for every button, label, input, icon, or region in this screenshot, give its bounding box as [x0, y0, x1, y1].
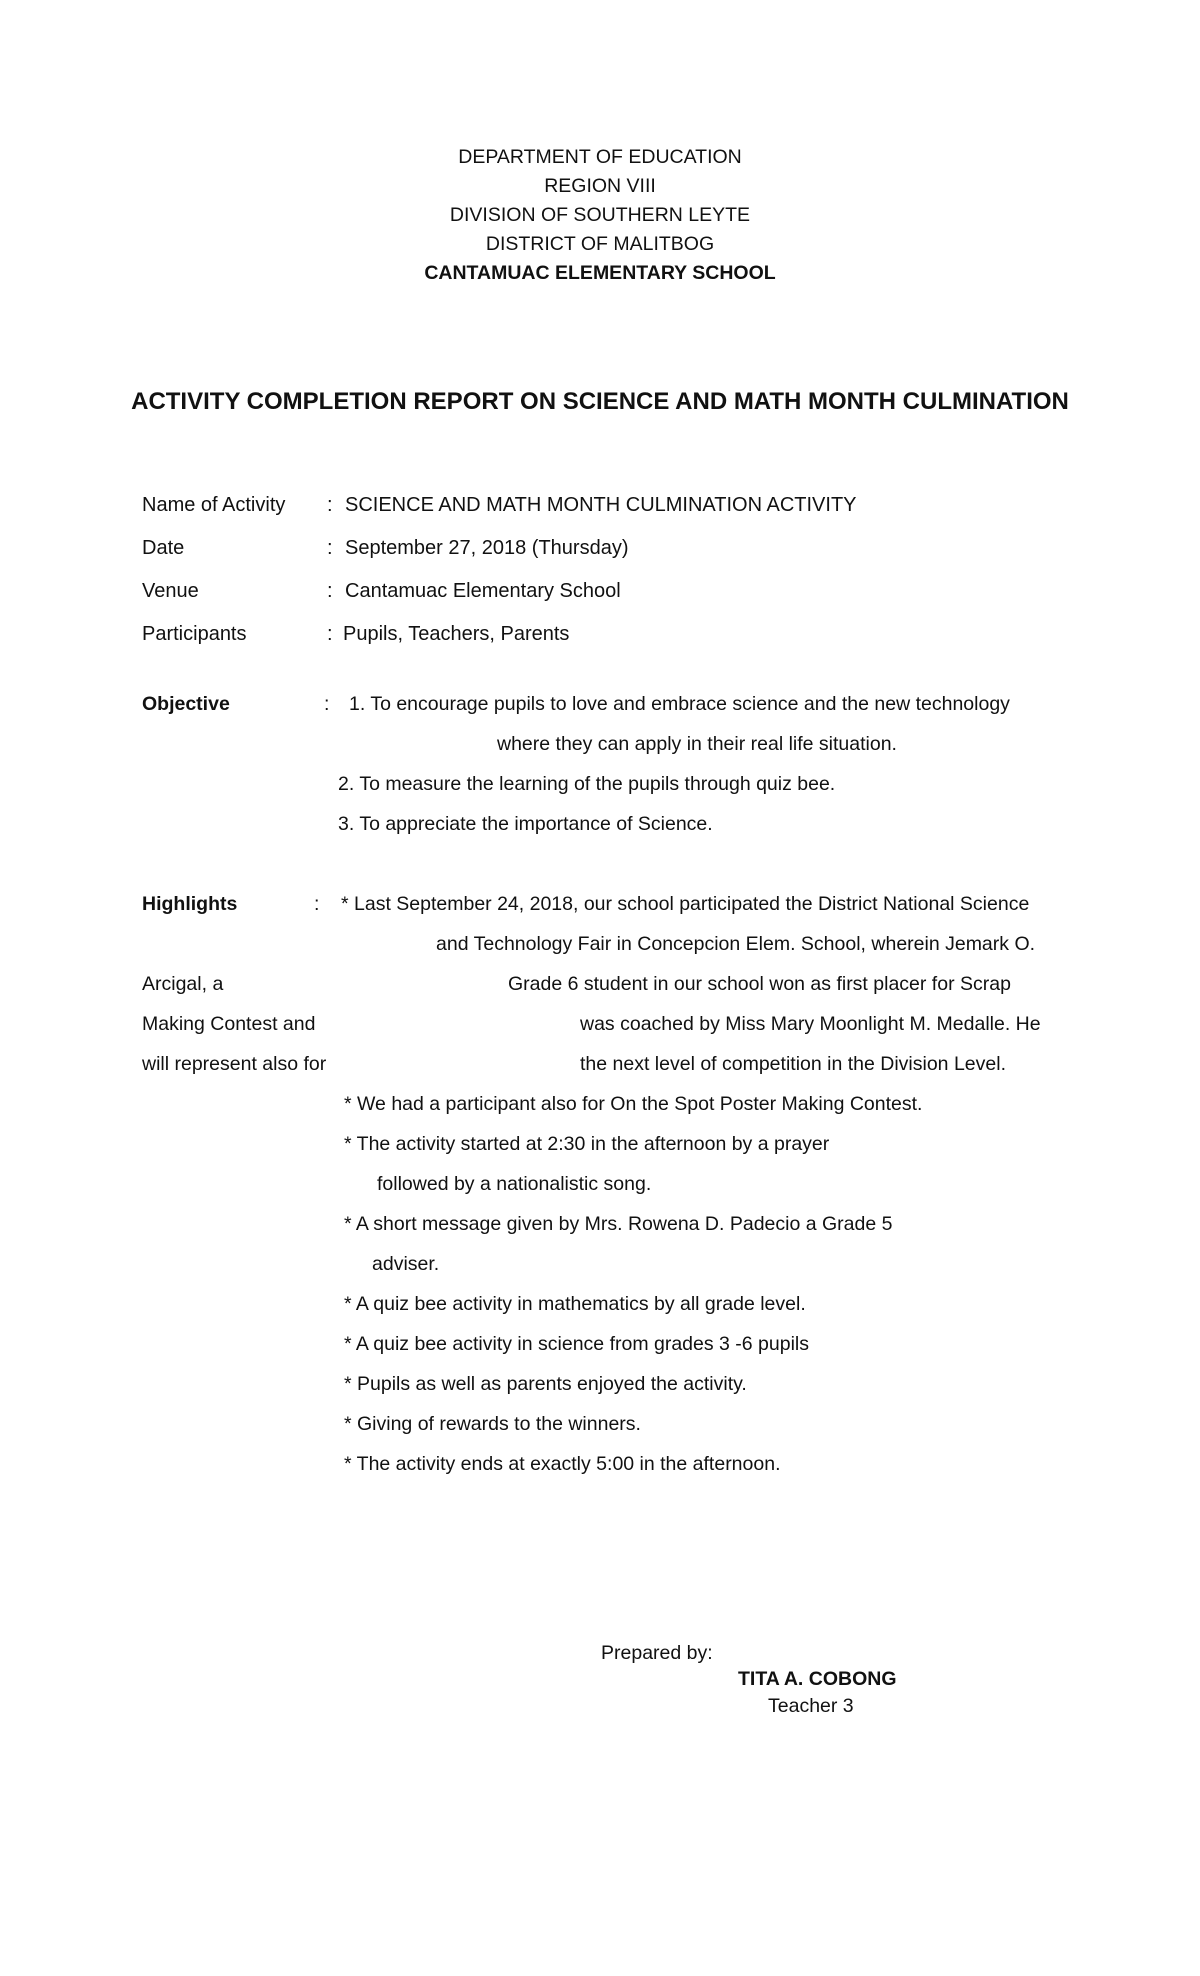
highlight-end: * The activity ends at exactly 5:00 in the afternoon. — [344, 1453, 781, 1475]
highlights-label: Highlights — [142, 893, 238, 915]
detail-label-participants: Participants — [142, 623, 247, 645]
header-division: DIVISION OF SOUTHERN LEYTE — [449, 204, 751, 226]
highlights-colon: : — [314, 893, 320, 915]
highlight-message-line-1: * A short message given by Mrs. Rowena D. Padecio a Grade 5 — [344, 1213, 893, 1235]
detail-value-participants: Pupils, Teachers, Parents — [343, 623, 570, 645]
highlight-first-line-3-left: Arcigal, a — [142, 973, 224, 995]
objective-item-3: 3. To appreciate the importance of Science. — [338, 813, 713, 835]
highlight-poster: * We had a participant also for On the Spot Poster Making Contest. — [344, 1093, 923, 1115]
detail-colon-venue: : — [327, 580, 333, 602]
header-region: REGION VIII — [544, 175, 656, 197]
detail-value-venue: Cantamuac Elementary School — [345, 580, 621, 602]
header-district: DISTRICT OF MALITBOG — [485, 233, 715, 255]
highlight-first-line-5-right: the next level of competition in the Division Level. — [580, 1053, 1006, 1075]
objective-colon: : — [324, 693, 330, 715]
detail-value-activity: SCIENCE AND MATH MONTH CULMINATION ACTIVITY — [345, 494, 857, 516]
prepared-by-label: Prepared by: — [601, 1642, 713, 1664]
highlight-start-line-2: followed by a nationalistic song. — [377, 1173, 652, 1195]
header-department: DEPARTMENT OF EDUCATION — [458, 146, 742, 168]
objective-item-1-line-2: where they can apply in their real life situation. — [497, 733, 897, 755]
highlight-first-line-4-left: Making Contest and — [142, 1013, 316, 1035]
highlight-start-line-1: * The activity started at 2:30 in the afternoon by a prayer — [344, 1133, 830, 1155]
highlight-science-quiz: * A quiz bee activity in science from grades 3 -6 pupils — [344, 1333, 809, 1355]
header-school: CANTAMUAC ELEMENTARY SCHOOL — [424, 262, 776, 284]
highlight-first-line-4-right: was coached by Miss Mary Moonlight M. Medalle. He — [580, 1013, 1041, 1035]
highlight-rewards: * Giving of rewards to the winners. — [344, 1413, 641, 1435]
detail-label-venue: Venue — [142, 580, 199, 602]
detail-label-activity: Name of Activity — [142, 494, 286, 516]
report-title: ACTIVITY COMPLETION REPORT ON SCIENCE AND MATH MONTH CULMINATION — [131, 388, 1069, 415]
detail-colon-date: : — [327, 537, 333, 559]
highlight-message-line-2: adviser. — [372, 1253, 440, 1275]
signatory-position: Teacher 3 — [768, 1695, 854, 1717]
highlight-first-line-2: and Technology Fair in Concepcion Elem. School, wherein Jemark O. — [436, 933, 1036, 955]
highlight-math-quiz: * A quiz bee activity in mathematics by all grade level. — [344, 1293, 806, 1315]
highlight-first-line-3-right: Grade 6 student in our school won as first placer for Scrap — [508, 973, 1011, 995]
detail-colon-activity: : — [327, 494, 333, 516]
detail-value-date: September 27, 2018 (Thursday) — [345, 537, 629, 559]
objective-item-1-line-1: 1. To encourage pupils to love and embrace science and the new technology — [349, 693, 1010, 715]
objective-item-2: 2. To measure the learning of the pupils through quiz bee. — [338, 773, 836, 795]
highlight-first-line-5-left: will represent also for — [142, 1053, 327, 1075]
objective-label: Objective — [142, 693, 230, 715]
highlight-first-line-1: * Last September 24, 2018, our school participated the District National Science — [341, 893, 1030, 915]
detail-colon-participants: : — [327, 623, 333, 645]
detail-label-date: Date — [142, 537, 185, 559]
signatory-name: TITA A. COBONG — [738, 1668, 897, 1690]
highlight-enjoyed: * Pupils as well as parents enjoyed the activity. — [344, 1373, 747, 1395]
